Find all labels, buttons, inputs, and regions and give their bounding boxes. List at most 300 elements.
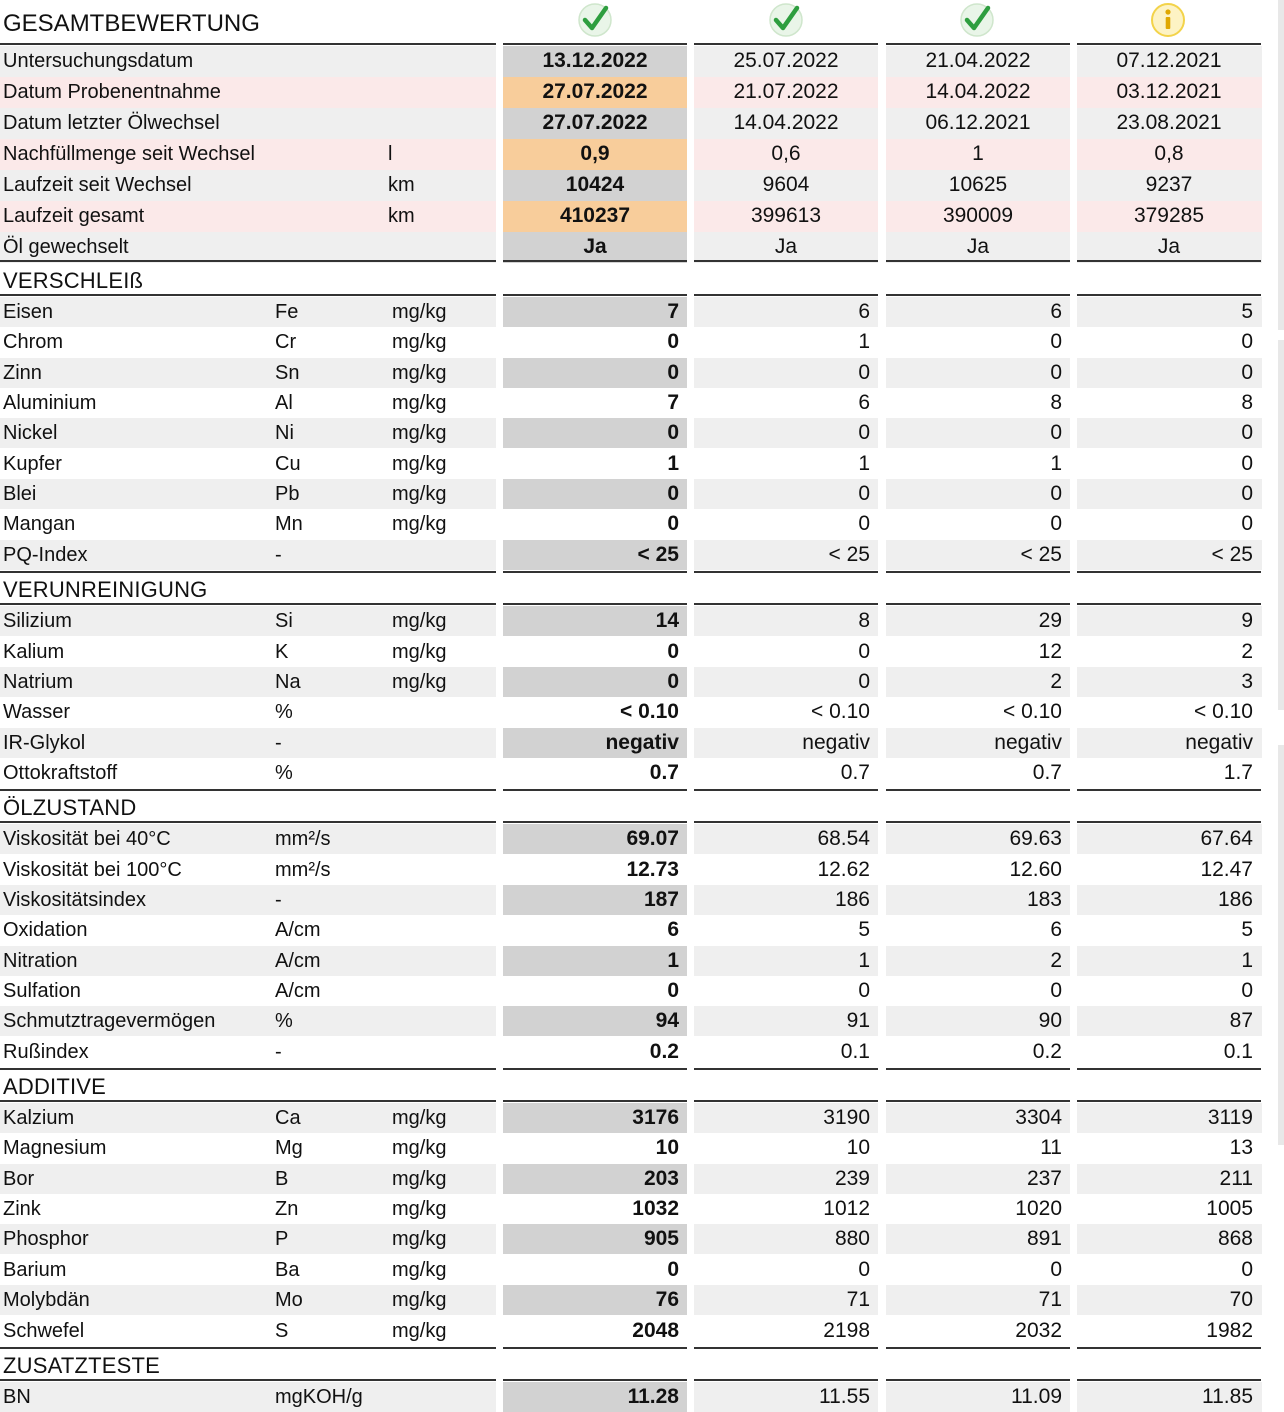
row-symbol: Ca: [275, 1107, 301, 1129]
row-unit: km: [388, 174, 415, 196]
row-label: Viskosität bei 40°C: [3, 828, 171, 850]
column-gap: [496, 824, 503, 854]
row-symbol: Cr: [275, 331, 297, 353]
column-gap: [687, 1224, 694, 1254]
column-gap: [878, 946, 886, 976]
section-title: ZUSATZTESTE: [3, 1352, 161, 1378]
value-cell: 5: [858, 918, 870, 941]
row-label: Barium: [3, 1259, 67, 1281]
column-gap: [878, 1164, 886, 1194]
divider-line: [1077, 43, 1261, 45]
column-gap: [1070, 667, 1077, 697]
value-cell: 11.09: [1011, 1385, 1062, 1408]
value-cell: 76: [655, 1288, 679, 1311]
row-unit: mg/kg: [392, 301, 447, 323]
value-cell: 9237: [1145, 173, 1193, 196]
value-cell: 1982: [1206, 1319, 1253, 1342]
divider-line: [1077, 789, 1261, 791]
divider-line: [1077, 571, 1261, 573]
column-gap: [878, 77, 886, 108]
value-cell: 905: [643, 1227, 679, 1250]
value-cell: 2198: [823, 1319, 870, 1342]
row-symbol: mgKOH/g: [275, 1386, 363, 1408]
column-gap: [1070, 479, 1077, 509]
row-label: Eisen: [3, 301, 54, 323]
value-cell: 10: [846, 1136, 870, 1159]
divider-line: [886, 43, 1070, 45]
divider-line: [1077, 603, 1261, 605]
divider-line: [886, 1379, 1070, 1381]
row-symbol: Si: [275, 610, 293, 632]
row-label: Datum letzter Ölwechsel: [3, 112, 220, 134]
value-cell: 12: [1038, 640, 1062, 663]
column-gap: [496, 1285, 503, 1315]
column-gap: [496, 201, 503, 232]
column-gap: [496, 77, 503, 108]
value-cell: 1: [667, 949, 679, 972]
value-cell: 2048: [632, 1319, 679, 1342]
value-cell: 90: [1038, 1009, 1062, 1032]
column-gap: [687, 77, 694, 108]
column-gap: [1070, 1006, 1077, 1036]
row-symbol: Zn: [275, 1198, 299, 1220]
value-cell: negativ: [802, 731, 870, 754]
divider-line: [0, 294, 496, 296]
divider-line: [0, 571, 496, 573]
divider-line: [886, 294, 1070, 296]
row-symbol: P: [275, 1228, 289, 1250]
value-cell: negativ: [1185, 731, 1253, 754]
value-cell: 14.04.2022: [733, 111, 839, 134]
row-label: Chrom: [3, 331, 64, 353]
row-unit: mg/kg: [392, 1137, 447, 1159]
row-label: Silizium: [3, 610, 72, 632]
column-gap: [496, 232, 503, 263]
divider-line: [1077, 260, 1261, 262]
column-gap: [878, 358, 886, 388]
row-label: Untersuchungsdatum: [3, 50, 194, 72]
divider-line: [0, 1347, 496, 1349]
row-symbol: Ni: [275, 422, 294, 444]
value-cell: 5: [1241, 918, 1253, 941]
value-cell: 27.07.2022: [542, 80, 648, 103]
divider-line: [694, 294, 878, 296]
value-cell: 399613: [750, 204, 822, 227]
value-cell: 239: [834, 1167, 870, 1190]
scroll-edge: [1278, 745, 1284, 1145]
scroll-edge: [1278, 0, 1284, 330]
value-cell: 0: [1050, 512, 1062, 535]
value-cell: 0: [1050, 482, 1062, 505]
column-gap: [1070, 885, 1077, 915]
value-cell: 10625: [948, 173, 1008, 196]
row-label: BN: [3, 1386, 31, 1408]
value-cell: 410237: [559, 204, 631, 227]
column-gap: [496, 139, 503, 170]
column-gap: [878, 728, 886, 758]
row-label: Aluminium: [3, 392, 97, 414]
column-gap: [496, 667, 503, 697]
value-cell: 6: [858, 300, 870, 323]
row-symbol: -: [275, 889, 282, 911]
divider-line: [694, 1379, 878, 1381]
row-label: Viskosität bei 100°C: [3, 859, 182, 881]
value-cell: 25.07.2022: [733, 49, 839, 72]
column-gap: [496, 1382, 503, 1412]
value-cell: 1: [858, 330, 870, 353]
column-gap: [1070, 1382, 1077, 1412]
row-label: Wasser: [3, 701, 71, 723]
value-cell: 2032: [1015, 1319, 1062, 1342]
value-cell: 0: [858, 1258, 870, 1281]
value-cell: 0: [1050, 421, 1062, 444]
column-gap: [878, 139, 886, 170]
divider-line: [0, 260, 496, 262]
row-symbol: K: [275, 641, 289, 663]
value-cell: 13.12.2022: [542, 49, 648, 72]
row-symbol: Mn: [275, 513, 303, 535]
value-cell: 10: [655, 1136, 679, 1159]
column-gap: [878, 540, 886, 570]
column-gap: [1070, 824, 1077, 854]
row-unit: mg/kg: [392, 1259, 447, 1281]
row-symbol: Pb: [275, 483, 300, 505]
column-gap: [878, 1103, 886, 1133]
value-cell: 237: [1026, 1167, 1062, 1190]
value-cell: 5: [1241, 300, 1253, 323]
column-gap: [878, 1006, 886, 1036]
row-label: Datum Probenentnahme: [3, 81, 221, 103]
value-cell: 0: [667, 512, 679, 535]
divider-line: [503, 1347, 687, 1349]
value-cell: 71: [846, 1288, 870, 1311]
value-cell: 91: [846, 1009, 870, 1032]
value-cell: 183: [1026, 888, 1062, 911]
column-gap: [496, 170, 503, 201]
value-cell: 0: [858, 670, 870, 693]
value-cell: 0: [858, 482, 870, 505]
divider-line: [886, 1100, 1070, 1102]
value-cell: 8: [1241, 391, 1253, 414]
value-cell: < 25: [637, 543, 679, 566]
column-gap: [687, 1285, 694, 1315]
column-gap: [878, 108, 886, 139]
row-unit: mg/kg: [392, 513, 447, 535]
row-label: Blei: [3, 483, 37, 505]
column-gap: [878, 232, 886, 263]
value-cell: 2: [1050, 949, 1062, 972]
row-label: PQ-Index: [3, 544, 88, 566]
row-unit: mg/kg: [392, 1228, 447, 1250]
value-cell: 0: [858, 979, 870, 1002]
value-cell: 0: [1241, 361, 1253, 384]
column-gap: [687, 540, 694, 570]
value-cell: 1: [1241, 949, 1253, 972]
value-cell: 21.07.2022: [733, 80, 839, 103]
value-cell: 8: [1050, 391, 1062, 414]
divider-line: [503, 260, 687, 262]
column-gap: [1070, 1103, 1077, 1133]
row-label: Kupfer: [3, 453, 62, 475]
column-gap: [496, 479, 503, 509]
row-unit: mg/kg: [392, 1107, 447, 1129]
row-label: Schmutztragevermögen: [3, 1010, 216, 1032]
value-cell: 1: [667, 452, 679, 475]
value-cell: 03.12.2021: [1116, 80, 1222, 103]
row-label: Laufzeit seit Wechsel: [3, 174, 192, 196]
value-cell: 379285: [1133, 204, 1205, 227]
column-gap: [878, 824, 886, 854]
row-symbol: %: [275, 762, 293, 784]
column-gap: [878, 1382, 886, 1412]
column-gap: [687, 46, 694, 77]
row-label: Zink: [3, 1198, 41, 1220]
value-cell: 13: [1229, 1136, 1253, 1159]
row-label: Sulfation: [3, 980, 81, 1002]
value-cell: < 0.10: [1194, 700, 1253, 723]
value-cell: 9: [1241, 609, 1253, 632]
column-gap: [687, 139, 694, 170]
column-gap: [1070, 108, 1077, 139]
value-cell: 0: [667, 482, 679, 505]
value-cell: 3304: [1015, 1106, 1062, 1129]
value-cell: 0,8: [1154, 142, 1184, 165]
column-gap: [496, 1006, 503, 1036]
value-cell: 1: [972, 142, 984, 165]
value-cell: 0.1: [1223, 1040, 1253, 1063]
row-symbol: -: [275, 732, 282, 754]
row-symbol: Mg: [275, 1137, 303, 1159]
value-cell: 1: [1050, 452, 1062, 475]
column-gap: [687, 1164, 694, 1194]
divider-line: [0, 1100, 496, 1102]
column-gap: [496, 46, 503, 77]
column-gap: [1070, 1285, 1077, 1315]
value-cell: 186: [834, 888, 870, 911]
value-cell: 3: [1241, 670, 1253, 693]
value-cell: 87: [1229, 1009, 1253, 1032]
value-cell: 0.7: [649, 761, 679, 784]
value-cell: 3119: [1207, 1106, 1253, 1129]
divider-line: [886, 571, 1070, 573]
divider-line: [886, 1068, 1070, 1070]
value-cell: 67.64: [1200, 827, 1253, 850]
column-gap: [496, 1224, 503, 1254]
value-cell: 11.85: [1202, 1385, 1253, 1408]
divider-line: [0, 43, 496, 45]
row-label: Kalium: [3, 641, 65, 663]
column-gap: [496, 540, 503, 570]
row-label: Nachfüllmenge seit Wechsel: [3, 143, 255, 165]
column-gap: [687, 358, 694, 388]
column-gap: [687, 201, 694, 232]
row-label: Öl gewechselt: [3, 236, 129, 258]
divider-line: [503, 571, 687, 573]
column-gap: [496, 108, 503, 139]
value-cell: Ja: [583, 235, 607, 258]
value-cell: 69.63: [1009, 827, 1062, 850]
row-symbol: mm²/s: [275, 828, 331, 850]
divider-line: [694, 821, 878, 823]
value-cell: 186: [1217, 888, 1253, 911]
column-gap: [496, 1103, 503, 1133]
value-cell: 0: [1241, 452, 1253, 475]
column-gap: [1070, 946, 1077, 976]
value-cell: 211: [1219, 1167, 1253, 1190]
divider-line: [0, 821, 496, 823]
row-symbol: mm²/s: [275, 859, 331, 881]
column-gap: [878, 297, 886, 327]
column-gap: [1070, 46, 1077, 77]
value-cell: 0: [858, 512, 870, 535]
value-cell: 1: [858, 452, 870, 475]
value-cell: 0: [1241, 1258, 1253, 1281]
column-gap: [1070, 77, 1077, 108]
value-cell: 12.60: [1009, 858, 1062, 881]
divider-line: [503, 294, 687, 296]
divider-line: [503, 821, 687, 823]
value-cell: 0: [667, 330, 679, 353]
column-gap: [878, 170, 886, 201]
row-symbol: Na: [275, 671, 301, 693]
column-gap: [878, 418, 886, 448]
column-gap: [496, 946, 503, 976]
divider-line: [0, 1068, 496, 1070]
value-cell: 868: [1217, 1227, 1253, 1250]
value-cell: 0: [1241, 421, 1253, 444]
value-cell: 0: [858, 640, 870, 663]
value-cell: 10424: [565, 173, 625, 196]
row-unit: mg/kg: [392, 641, 447, 663]
row-symbol: A/cm: [275, 919, 321, 941]
row-symbol: Sn: [275, 362, 300, 384]
row-unit: mg/kg: [392, 1289, 447, 1311]
row-symbol: Fe: [275, 301, 299, 323]
value-cell: 0: [667, 421, 679, 444]
value-cell: < 25: [828, 543, 870, 566]
column-gap: [1070, 418, 1077, 448]
column-gap: [496, 1164, 503, 1194]
value-cell: 0: [1241, 979, 1253, 1002]
divider-line: [694, 1347, 878, 1349]
column-gap: [687, 606, 694, 636]
divider-line: [0, 603, 496, 605]
row-label: Bor: [3, 1168, 35, 1190]
value-cell: 94: [655, 1009, 679, 1032]
column-gap: [1070, 232, 1077, 263]
row-unit: mg/kg: [392, 362, 447, 384]
row-label: Schwefel: [3, 1320, 85, 1342]
value-cell: 8: [858, 609, 870, 632]
column-gap: [1070, 170, 1077, 201]
value-cell: 0: [1050, 1258, 1062, 1281]
row-label: Nitration: [3, 950, 78, 972]
value-cell: 7: [667, 391, 679, 414]
value-cell: 6: [667, 918, 679, 941]
column-gap: [687, 232, 694, 263]
value-cell: Ja: [774, 235, 798, 258]
row-unit: mg/kg: [392, 1168, 447, 1190]
value-cell: 12.62: [817, 858, 870, 881]
row-label: Molybdän: [3, 1289, 90, 1311]
column-gap: [1070, 297, 1077, 327]
column-gap: [878, 1285, 886, 1315]
section-title: ADDITIVE: [3, 1074, 107, 1100]
column-gap: [496, 297, 503, 327]
divider-line: [503, 1100, 687, 1102]
value-cell: 3190: [823, 1106, 870, 1129]
value-cell: Ja: [1157, 235, 1181, 258]
column-gap: [1070, 1224, 1077, 1254]
value-cell: Ja: [966, 235, 990, 258]
row-unit: mg/kg: [392, 610, 447, 632]
row-unit: mg/kg: [392, 1320, 447, 1342]
row-unit: mg/kg: [392, 483, 447, 505]
row-symbol: %: [275, 1010, 293, 1032]
divider-line: [694, 1100, 878, 1102]
value-cell: 203: [643, 1167, 679, 1190]
row-symbol: -: [275, 544, 282, 566]
column-gap: [687, 170, 694, 201]
divider-line: [694, 603, 878, 605]
divider-line: [886, 821, 1070, 823]
value-cell: 27.07.2022: [542, 111, 648, 134]
column-gap: [878, 885, 886, 915]
value-cell: 1020: [1015, 1197, 1062, 1220]
value-cell: 6: [1050, 918, 1062, 941]
value-cell: 12.73: [626, 858, 679, 881]
row-unit: km: [388, 205, 415, 227]
row-symbol: S: [275, 1320, 289, 1342]
row-label: Magnesium: [3, 1137, 107, 1159]
value-cell: 0: [1050, 979, 1062, 1002]
column-gap: [687, 728, 694, 758]
column-gap: [878, 606, 886, 636]
divider-line: [0, 789, 496, 791]
value-cell: 0: [1241, 330, 1253, 353]
value-cell: negativ: [605, 731, 679, 754]
value-cell: < 0.10: [811, 700, 870, 723]
value-cell: 1005: [1206, 1197, 1253, 1220]
value-cell: 11: [1040, 1136, 1062, 1159]
value-cell: 1.7: [1223, 761, 1253, 784]
row-label: IR-Glykol: [3, 732, 86, 754]
value-cell: 06.12.2021: [925, 111, 1031, 134]
column-gap: [687, 885, 694, 915]
column-gap: [496, 418, 503, 448]
row-symbol: A/cm: [275, 980, 321, 1002]
divider-line: [694, 43, 878, 45]
column-gap: [1070, 728, 1077, 758]
row-label: Phosphor: [3, 1228, 89, 1250]
divider-line: [886, 789, 1070, 791]
divider-line: [694, 789, 878, 791]
row-symbol: %: [275, 701, 293, 723]
value-cell: 187: [643, 888, 679, 911]
row-label: Natrium: [3, 671, 74, 693]
column-gap: [687, 297, 694, 327]
column-gap: [687, 1382, 694, 1412]
row-symbol: Ba: [275, 1259, 300, 1281]
column-gap: [687, 1103, 694, 1133]
row-unit: mg/kg: [392, 422, 447, 444]
value-cell: 0: [1241, 512, 1253, 535]
value-cell: 6: [1050, 300, 1062, 323]
value-cell: 0: [858, 421, 870, 444]
divider-line: [503, 1068, 687, 1070]
value-cell: 1032: [632, 1197, 679, 1220]
column-gap: [1070, 606, 1077, 636]
